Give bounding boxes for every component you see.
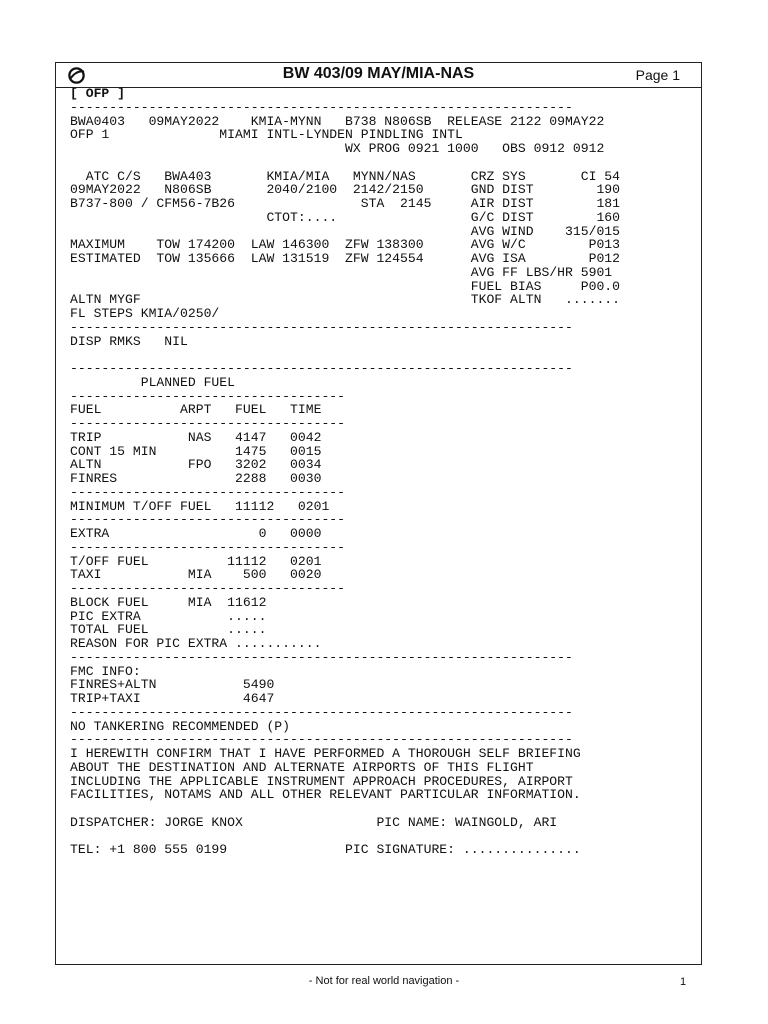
ofp-line: FL STEPS KMIA/0250/ bbox=[70, 306, 220, 321]
ofp-line: FINRES 2288 0030 bbox=[70, 471, 322, 486]
ofp-line: REASON FOR PIC EXTRA ........... bbox=[70, 636, 322, 651]
ofp-body-text bbox=[70, 87, 690, 857]
ofp-line: ESTIMATED TOW 135666 LAW 131519 ZFW 124554 AVG ISA P012 bbox=[70, 251, 621, 266]
ofp-section-label: [ OFP ] bbox=[70, 86, 126, 101]
ofp-line: TAXI MIA 500 0020 bbox=[70, 567, 322, 583]
ofp-line: ----------------------------------- bbox=[70, 484, 346, 500]
ofp-line: BLOCK FUEL MIA 11612 bbox=[70, 594, 267, 610]
ofp-line: 09MAY2022 N806SB 2040/2100 2142/2150 GND DIST 190 bbox=[70, 182, 621, 198]
ofp-line: FINRES+ALTN 5490 bbox=[70, 677, 275, 693]
ofp-line: TOTAL FUEL ..... bbox=[70, 622, 267, 638]
ofp-line bbox=[70, 156, 690, 170]
ofp-line: PLANNED FUEL bbox=[70, 374, 236, 390]
footer-disclaimer: - Not for real world navigation - bbox=[308, 975, 460, 987]
ofp-line: TRIP NAS 4147 0042 bbox=[70, 429, 322, 445]
ofp-line: AVG WIND 315/015 bbox=[70, 223, 621, 239]
ofp-line: FMC INFO: bbox=[70, 663, 141, 679]
document-title: BW 403/09 MAY/MIA-NAS bbox=[282, 65, 475, 82]
ofp-line: ---------------------------------------------------------------- bbox=[70, 99, 573, 115]
ofp-line: FUEL ARPT FUEL TIME bbox=[70, 402, 322, 418]
ofp-line: ----------------------------------- bbox=[70, 512, 346, 528]
ofp-line: ----------------------------------- bbox=[70, 539, 346, 555]
ofp-line: ATC C/S BWA403 KMIA/MIA MYNN/NAS CRZ SYS CI 54 bbox=[70, 168, 621, 184]
ofp-line: TEL: +1 800 555 0199 PIC SIGNATURE: ............... bbox=[70, 842, 581, 858]
ofp-line: EXTRA 0 0000 bbox=[70, 526, 322, 541]
document-frame bbox=[55, 62, 702, 965]
ofp-line: ----------------------------------- bbox=[70, 388, 346, 404]
ofp-line: NO TANKERING RECOMMENDED (P) bbox=[70, 718, 291, 734]
ofp-line: TRIP+TAXI 4647 bbox=[70, 691, 275, 706]
ofp-line: ABOUT THE DESTINATION AND ALTERNATE AIRPORTS OF THIS FLIGHT bbox=[70, 759, 534, 775]
ofp-line: MINIMUM T/OFF FUEL 11112 0201 bbox=[70, 498, 330, 514]
ofp-line bbox=[70, 348, 690, 362]
ofp-line: B737-800 / CFM56-7B26 STA 2145 AIR DIST 181 bbox=[70, 196, 621, 211]
ofp-line: AVG FF LBS/HR 5901 bbox=[70, 264, 613, 280]
document-header bbox=[56, 63, 701, 88]
ofp-line: ---------------------------------------------------------------- bbox=[70, 704, 573, 720]
ofp-line: I HEREWITH CONFIRM THAT I HAVE PERFORMED A THOROUGH SELF BRIEFING bbox=[70, 746, 581, 761]
ofp-line: WX PROG 0921 1000 OBS 0912 0912 bbox=[70, 141, 605, 156]
ofp-line: FUEL BIAS P00.0 bbox=[70, 278, 621, 294]
ofp-line: ---------------------------------------------------------------- bbox=[70, 361, 573, 376]
page-label: Page 1 bbox=[635, 67, 680, 83]
ofp-line: OFP 1 MIAMI INTL-LYNDEN PINDLING INTL bbox=[70, 127, 463, 143]
ofp-line bbox=[70, 830, 690, 844]
ofp-line: PIC EXTRA ..... bbox=[70, 608, 267, 624]
ofp-line: ALTN MYGF TKOF ALTN ....... bbox=[70, 292, 621, 308]
ofp-line: ALTN FPO 3202 0034 bbox=[70, 457, 322, 473]
ofp-line: T/OFF FUEL 11112 0201 bbox=[70, 553, 322, 569]
ofp-line bbox=[70, 802, 690, 816]
ofp-line: FACILITIES, NOTAMS AND ALL OTHER RELEVANT PARTICULAR INFORMATION. bbox=[70, 787, 581, 803]
footer-page-number: 1 bbox=[680, 976, 687, 988]
ofp-line: ---------------------------------------------------------------- bbox=[70, 319, 573, 335]
ofp-line: CTOT:.... G/C DIST 160 bbox=[70, 209, 621, 225]
ofp-line: ---------------------------------------------------------------- bbox=[70, 732, 573, 748]
ofp-line: ----------------------------------- bbox=[70, 416, 346, 431]
ofp-line: CONT 15 MIN 1475 0015 bbox=[70, 443, 322, 459]
ofp-line: DISPATCHER: JORGE KNOX PIC NAME: WAINGOLD, ARI bbox=[70, 814, 558, 830]
ofp-line: ----------------------------------- bbox=[70, 581, 346, 596]
ofp-line: ---------------------------------------------------------------- bbox=[70, 649, 573, 665]
ofp-line: BWA0403 09MAY2022 KMIA-MYNN B738 N806SB RELEASE 2122 09MAY22 bbox=[70, 113, 605, 129]
ofp-line: INCLUDING THE APPLICABLE INSTRUMENT APPROACH PROCEDURES, AIRPORT bbox=[70, 773, 573, 789]
ofp-line: MAXIMUM TOW 174200 LAW 146300 ZFW 138300 AVG W/C P013 bbox=[70, 237, 621, 253]
ofp-line: DISP RMKS NIL bbox=[70, 333, 188, 349]
